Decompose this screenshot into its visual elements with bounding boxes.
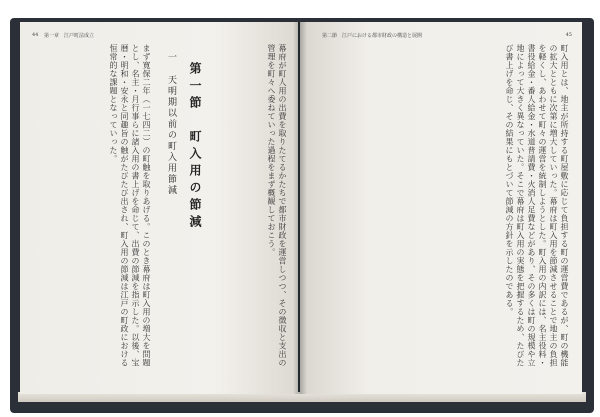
left-page-number: 44 <box>32 32 39 38</box>
left-page <box>20 22 298 394</box>
subhead-text: 天明期以前の町入用節減 <box>166 75 176 196</box>
right-page <box>300 22 582 394</box>
subhead <box>162 52 176 382</box>
right-body-text: 町入用とは、地主が所持する町屋敷に応じて負担する町の運営費であるが、町の機能の拡大とともに次第に増大していった。幕府は町入用を節減させることで地主の負担を軽くし、あわせて町々の運営を統制しようとした。町入用の内訳には、名主役料・書役給金・番人給金・水道普請費・火消人足費などがあり、その多くは町の規模や立地によって大きく異なっていた。そこで幕府は町入用の実態を把握するため、たびたび書上げを命じ、その結果にもとづいて節減の方針を示したのである。 <box>505 44 569 367</box>
left-body-text-2: まず寛保二年（一七四二）の町触を取りあげる。このとき幕府は町入用の増大を問題とし、名主・月行事らに諸入用の書上げを命じて、出費の節減を指示した。以後、宝暦・明和・安永と同趣旨の触がたびたび出され、町入用の節減は江戸の町政における恒常的な課題となっていった。 <box>109 44 151 367</box>
right-running-head: 第二節 江戸における都市財政の構造と展開 <box>322 33 423 39</box>
section-title: 第一節 町入用の節減 <box>188 62 202 232</box>
left-running-head: 第一章 江戸町法成立 <box>44 33 95 39</box>
left-body-text-1: 幕府が町人用の出費を取りたてるかたちで都市財政を運営しつつ、その徴収と支出の管理を町々へ委ねていった過程をまず概観しておこう。 <box>267 44 287 367</box>
right-page-number: 45 <box>565 32 572 38</box>
subhead-marker: 一 <box>166 52 176 63</box>
book-gutter <box>293 22 307 394</box>
